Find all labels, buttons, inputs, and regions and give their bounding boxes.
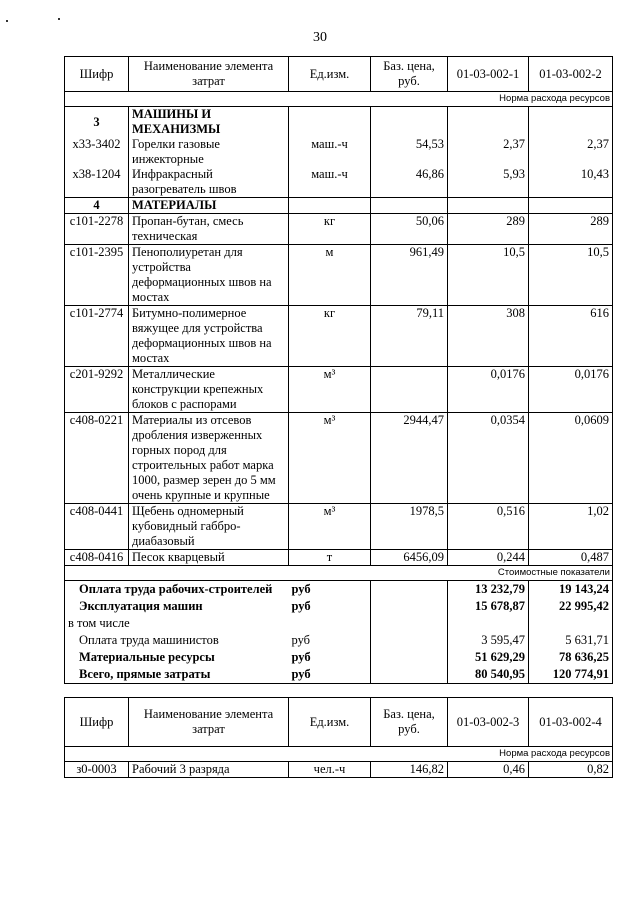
item-value-1: 0,244 [448,550,529,566]
section-title: МАШИНЫ И МЕХАНИЗМЫ [129,107,289,138]
item-value-2: 10,43 [529,167,613,198]
empty-cell [289,198,371,214]
summary-unit: руб [289,632,371,649]
item-price: 79,11 [371,306,448,367]
header-col-2: 01-03-002-2 [529,57,613,92]
item-code: с408-0221 [65,413,129,504]
item-code: с408-0416 [65,550,129,566]
empty-cell [371,598,448,615]
item-code: х38-1204 [65,167,129,198]
item-unit: кг [289,214,371,245]
empty-cell [371,581,448,599]
table-row [65,550,613,566]
table-row [65,167,613,198]
item-code: с201-9292 [65,367,129,413]
header-col-1: 01-03-002-3 [448,698,529,747]
summary-unit [289,615,371,632]
norm-label: Норма расхода ресурсов [65,92,613,107]
table-row [65,504,613,550]
summary-name: Материальные ресурсы [65,649,289,666]
resource-table-2 [64,697,613,778]
empty-cell [289,107,371,138]
item-price: 6456,09 [371,550,448,566]
item-price: 2944,47 [371,413,448,504]
item-name: Горелки газовые инжекторные [129,137,289,167]
item-value-2: 616 [529,306,613,367]
cost-label: Стоимостные показатели [65,566,613,581]
summary-value-2: 78 636,25 [529,649,613,666]
section-number: 3 [65,107,129,138]
summary-name: Оплата труда машинистов [65,632,289,649]
empty-cell [529,107,613,138]
scan-speck [6,20,8,22]
cost-row [65,566,613,581]
scan-speck [58,18,60,20]
summary-name: Всего, прямые затраты [65,666,289,684]
item-value-1: 10,5 [448,245,529,306]
item-name: Щебень одномерный кубовидный габбро-диабазовый [129,504,289,550]
summary-value-2: 22 995,42 [529,598,613,615]
item-code: х33-3402 [65,137,129,167]
item-code: з0-0003 [65,762,129,778]
summary-row [65,598,613,615]
item-price: 50,06 [371,214,448,245]
summary-name: Оплата труда рабочих-строителей [65,581,289,599]
summary-value-2: 120 774,91 [529,666,613,684]
empty-cell [371,632,448,649]
summary-unit: руб [289,581,371,599]
item-value-2: 0,0176 [529,367,613,413]
item-value-1: 308 [448,306,529,367]
header-price: Баз. цена, руб. [371,698,448,747]
header-price: Баз. цена, руб. [371,57,448,92]
header-unit: Ед.изм. [289,698,371,747]
summary-value-1: 15 678,87 [448,598,529,615]
empty-cell [371,666,448,684]
item-unit: м³ [289,504,371,550]
item-price: 54,53 [371,137,448,167]
header-row [65,57,613,92]
item-unit: м³ [289,413,371,504]
summary-value-2 [529,615,613,632]
item-value-1: 289 [448,214,529,245]
summary-value-2: 5 631,71 [529,632,613,649]
table-row [65,413,613,504]
item-value-2: 1,02 [529,504,613,550]
summary-value-1 [448,615,529,632]
empty-cell [529,198,613,214]
summary-value-2: 19 143,24 [529,581,613,599]
summary-unit: руб [289,598,371,615]
item-code: с101-2278 [65,214,129,245]
item-unit: маш.-ч [289,167,371,198]
empty-cell [371,649,448,666]
item-value-1: 0,46 [448,762,529,778]
summary-row [65,581,613,599]
summary-value-1: 3 595,47 [448,632,529,649]
norm-row [65,92,613,107]
item-value-1: 5,93 [448,167,529,198]
resource-table-1 [64,56,613,684]
item-value-2: 289 [529,214,613,245]
header-code: Шифр [65,57,129,92]
header-unit: Ед.изм. [289,57,371,92]
summary-value-1: 13 232,79 [448,581,529,599]
item-price: 961,49 [371,245,448,306]
item-price [371,367,448,413]
item-value-2: 0,487 [529,550,613,566]
item-name: Песок кварцевый [129,550,289,566]
table-row [65,214,613,245]
item-name: Металлические конструкции крепежных блоков с распорами [129,367,289,413]
summary-name: Эксплуатация машин [65,598,289,615]
summary-row [65,666,613,684]
empty-cell [371,107,448,138]
table-row [65,306,613,367]
section-row [65,107,613,138]
page-number: 30 [313,30,327,45]
header-col-1: 01-03-002-1 [448,57,529,92]
item-price: 1978,5 [371,504,448,550]
section-title: МАТЕРИАЛЫ [129,198,289,214]
item-value-1: 0,516 [448,504,529,550]
table-row [65,137,613,167]
header-row [65,698,613,747]
section-number: 4 [65,198,129,214]
table-row [65,245,613,306]
item-value-1: 0,0354 [448,413,529,504]
norm-row [65,747,613,762]
item-unit: т [289,550,371,566]
header-col-2: 01-03-002-4 [529,698,613,747]
item-name: Пенополиуретан для устройства деформационных швов на мостах [129,245,289,306]
item-price: 146,82 [371,762,448,778]
summary-value-1: 51 629,29 [448,649,529,666]
summary-unit: руб [289,649,371,666]
empty-cell [448,198,529,214]
item-unit: маш.-ч [289,137,371,167]
item-code: с101-2395 [65,245,129,306]
summary-value-1: 80 540,95 [448,666,529,684]
item-value-2: 0,0609 [529,413,613,504]
empty-cell [448,107,529,138]
item-name: Битумно-полимерное вяжущее для устройства деформационных швов на мостах [129,306,289,367]
summary-name: в том числе [65,615,289,632]
summary-row [65,649,613,666]
summary-row [65,632,613,649]
item-name: Пропан-бутан, смесь техническая [129,214,289,245]
item-price: 46,86 [371,167,448,198]
header-code: Шифр [65,698,129,747]
item-code: с101-2774 [65,306,129,367]
item-name: Рабочий 3 разряда [129,762,289,778]
item-unit: м [289,245,371,306]
empty-cell [371,198,448,214]
item-value-2: 0,82 [529,762,613,778]
summary-row [65,615,613,632]
section-row [65,198,613,214]
item-value-2: 2,37 [529,137,613,167]
empty-cell [371,615,448,632]
item-value-1: 2,37 [448,137,529,167]
header-name: Наименование элемента затрат [129,698,289,747]
item-unit: кг [289,306,371,367]
item-value-1: 0,0176 [448,367,529,413]
norm-label: Норма расхода ресурсов [65,747,613,762]
table-row [65,367,613,413]
summary-unit: руб [289,666,371,684]
item-name: Инфракрасный разогреватель швов [129,167,289,198]
header-name: Наименование элемента затрат [129,57,289,92]
item-value-2: 10,5 [529,245,613,306]
table-row [65,762,613,778]
item-code: с408-0441 [65,504,129,550]
item-unit: чел.-ч [289,762,371,778]
item-unit: м³ [289,367,371,413]
item-name: Материалы из отсевов дробления изверженных горных пород для строительных работ марка 1000, размер зерен до 5 мм очень крупные и крупные [129,413,289,504]
